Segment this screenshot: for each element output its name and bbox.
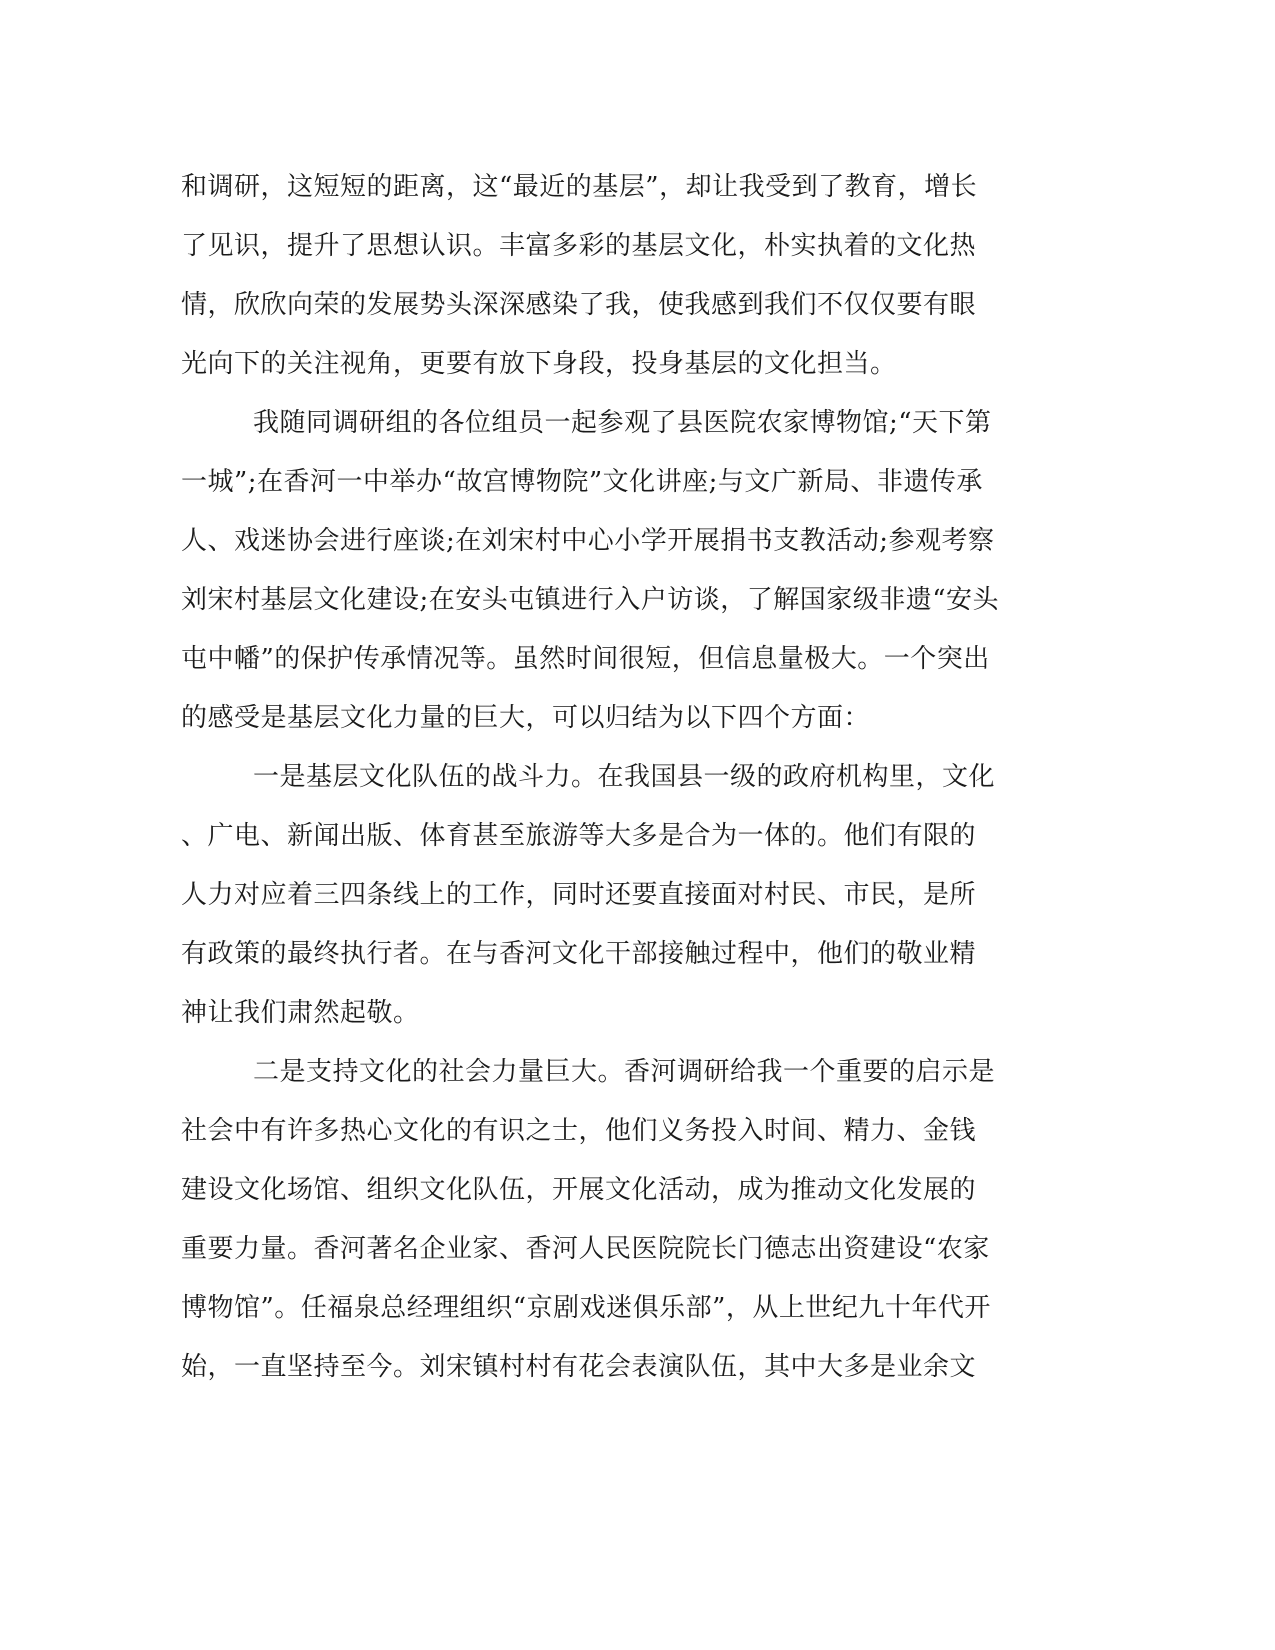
text-line: 有政策的最终执行者。在与香河文化干部接触过程中，他们的敬业精 (181, 939, 977, 969)
paragraph-3 (181, 748, 1031, 1043)
text-line: 屯中幡”的保护传承情况等。虽然时间很短，但信息量极大。一个突出 (181, 644, 990, 674)
text-line: 神让我们肃然起敬。 (181, 998, 420, 1028)
text-line: 一是基层文化队伍的战斗力。在我国县一级的政府机构里，文化 (253, 762, 996, 792)
text-line: 情，欣欣向荣的发展势头深深感染了我，使我感到我们不仅仅要有眼 (181, 290, 977, 320)
text-line: 人、戏迷协会进行座谈;在刘宋村中心小学开展捐书支教活动;参观考察 (181, 526, 995, 556)
text-line: 一城”;在香河一中举办“故宫博物院”文化讲座;与文广新局、非遗传承 (181, 467, 983, 497)
text-line: 我随同调研组的各位组员一起参观了县医院农家博物馆;“天下第 (253, 408, 992, 438)
text-line: 的感受是基层文化力量的巨大，可以归结为以下四个方面： (181, 703, 871, 733)
text-line: 社会中有许多热心文化的有识之士，他们义务投入时间、精力、金钱 (181, 1116, 977, 1146)
text-line: 、广电、新闻出版、体育甚至旅游等大多是合为一体的。他们有限的 (181, 821, 977, 851)
text-line: 二是支持文化的社会力量巨大。香河调研给我一个重要的启示是 (253, 1057, 996, 1087)
paragraph-4 (181, 1043, 1031, 1397)
paragraph-1 (181, 158, 1031, 394)
text-line: 建设文化场馆、组织文化队伍，开展文化活动，成为推动文化发展的 (181, 1175, 977, 1205)
text-line: 刘宋村基层文化建设;在安头屯镇进行入户访谈，了解国家级非遗“安头 (181, 585, 1000, 615)
paragraph-2 (181, 394, 1031, 748)
text-line: 了见识，提升了思想认识。丰富多彩的基层文化，朴实执着的文化热 (181, 231, 977, 261)
text-line: 光向下的关注视角，更要有放下身段，投身基层的文化担当。 (181, 349, 897, 379)
text-line: 人力对应着三四条线上的工作，同时还要直接面对村民、市民，是所 (181, 880, 977, 910)
body-text (181, 158, 1031, 1397)
text-line: 博物馆”。任福泉总经理组织“京剧戏迷俱乐部”，从上世纪九十年代开 (181, 1293, 991, 1323)
text-line: 和调研，这短短的距离，这“最近的基层”，却让我受到了教育，增长 (181, 172, 978, 202)
text-line: 始，一直坚持至今。刘宋镇村村有花会表演队伍，其中大多是业余文 (181, 1352, 977, 1382)
text-line: 重要力量。香河著名企业家、香河人民医院院长门德志出资建设“农家 (181, 1234, 990, 1264)
